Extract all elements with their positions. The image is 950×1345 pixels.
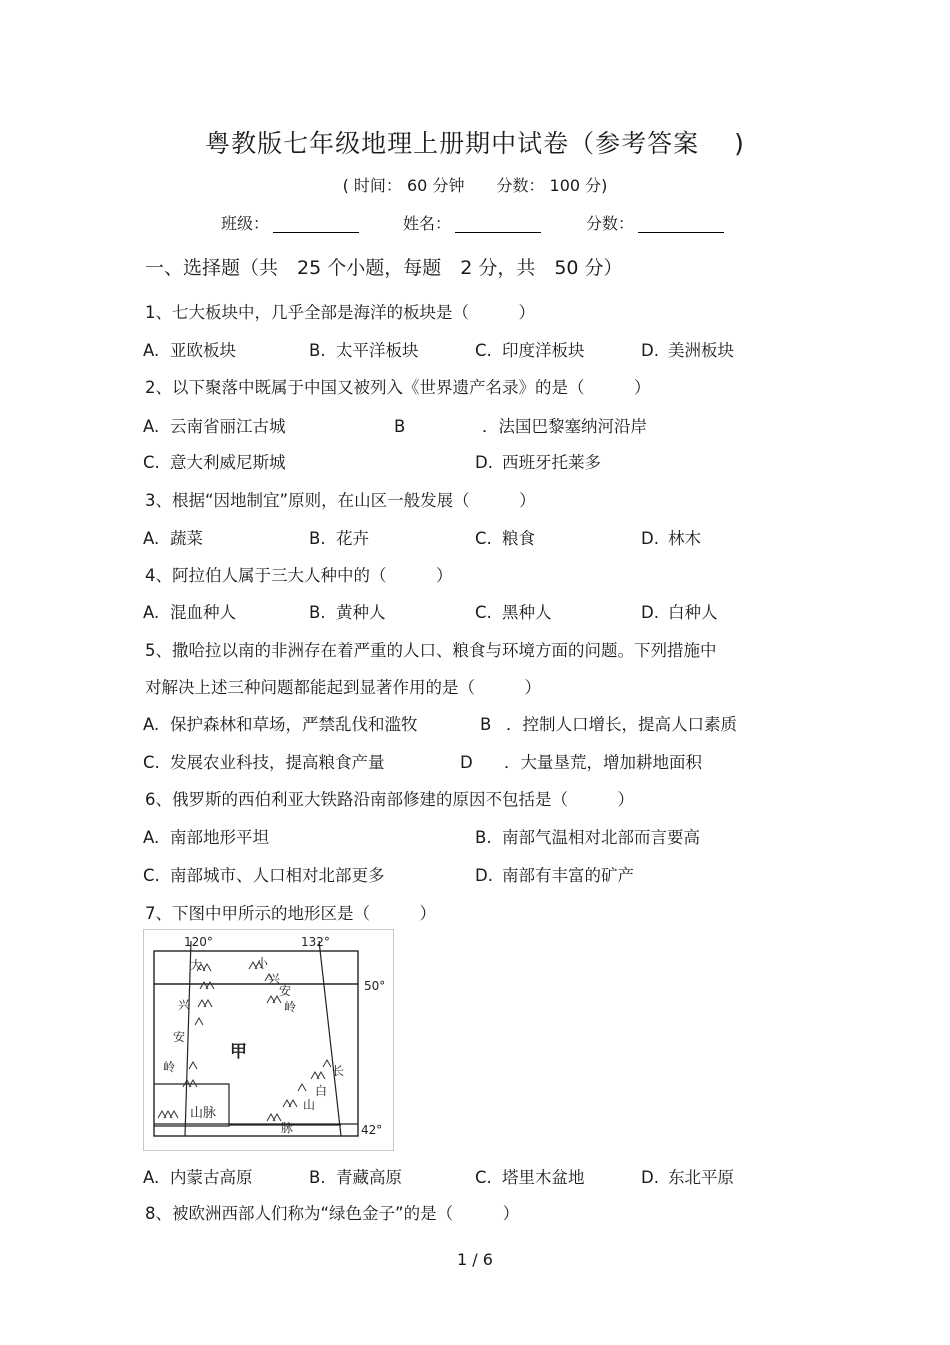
page-number: 1 / 6 xyxy=(457,1250,493,1269)
section-heading: 一、选择题（共 25 个小题，每题 2 分，共 50 分） xyxy=(145,257,623,279)
question-3-stem: 3、根据“因地制宜”原则，在山区一般发展（ ） xyxy=(145,491,536,510)
score-label: 分数： xyxy=(586,214,635,233)
question-8-stem: 8、被欧洲西部人们称为“绿色金子”的是（ ） xyxy=(145,1204,520,1223)
q6-option-b: B. 南部气温相对北部而言要高 xyxy=(475,828,700,847)
map-char: 山 xyxy=(303,1098,316,1112)
map-char: 岭 xyxy=(163,1060,176,1074)
q4-option-b: B. 黄种人 xyxy=(309,603,386,622)
q6-option-a: A. 南部地形平坦 xyxy=(143,828,269,847)
question-5-stem-line-2: 对解决上述三种问题都能起到显著作用的是（ ） xyxy=(145,678,541,697)
exam-title: 粤教版七年级地理上册期中试卷（参考答案 ) xyxy=(205,129,745,158)
q4-option-d: D. 白种人 xyxy=(641,603,718,622)
q1-option-c: C. 印度洋板块 xyxy=(475,341,585,360)
map-char: 脉 xyxy=(281,1121,294,1135)
q5-option-b: B ．控制人口增长，提高人口素质 xyxy=(480,715,737,734)
q7-option-d: D. 东北平原 xyxy=(641,1168,734,1187)
q5-option-a: A. 保护森林和草场，严禁乱伐和滥牧 xyxy=(143,715,418,734)
map-char: 安 xyxy=(279,984,292,998)
q3-option-c: C. 粮食 xyxy=(475,529,535,548)
name-label: 姓名： xyxy=(403,214,452,233)
q1-option-a: A. 亚欧板块 xyxy=(143,341,236,360)
map-char: 兴 xyxy=(268,972,281,986)
map-char: 小 xyxy=(256,956,269,970)
lat-42-label: 42° xyxy=(361,1123,383,1137)
q4-option-c: C. 黑种人 xyxy=(475,603,552,622)
name-field xyxy=(403,211,541,234)
q3-option-d: D. 林木 xyxy=(641,529,701,548)
lon-132-label: 132° xyxy=(301,935,330,949)
question-6-stem: 6、俄罗斯的西伯利亚大铁路沿南部修建的原因不包括是（ ） xyxy=(145,790,634,809)
q1-option-b: B. 太平洋板块 xyxy=(309,341,419,360)
q5-option-c: C. 发展农业科技，提高粮食产量 xyxy=(143,753,385,772)
q3-option-a: A. 蔬菜 xyxy=(143,529,203,548)
lat-50-label: 50° xyxy=(364,979,386,993)
q5-option-d: D ．大量垦荒，增加耕地面积 xyxy=(460,753,702,772)
q2-option-a: A. 云南省丽江古城 xyxy=(143,417,286,436)
region-jia-label: 甲 xyxy=(230,1042,247,1062)
q7-option-c: C. 塔里木盆地 xyxy=(475,1168,585,1187)
score-blank[interactable] xyxy=(638,216,724,233)
q6-option-c: C. 南部城市、人口相对北部更多 xyxy=(143,866,385,885)
class-field xyxy=(221,211,359,234)
lon-120-label: 120° xyxy=(184,935,213,949)
map-char: 长 xyxy=(332,1064,345,1078)
question-1-stem: 1、七大板块中，几乎全部是海洋的板块是（ ） xyxy=(145,303,535,322)
question-4-stem: 4、阿拉伯人属于三大人种中的（ ） xyxy=(145,566,453,585)
q3-option-b: B. 花卉 xyxy=(309,529,369,548)
inset-mountain-label: 山脉 xyxy=(190,1106,217,1121)
map-char: 白 xyxy=(315,1084,328,1098)
q4-option-a: A. 混血种人 xyxy=(143,603,236,622)
score-field xyxy=(586,211,724,234)
class-blank[interactable] xyxy=(273,216,359,233)
map-char: 安 xyxy=(173,1030,186,1044)
q2-option-d: D. 西班牙托莱多 xyxy=(475,453,601,472)
map-figure xyxy=(143,929,394,1151)
q2-option-b: B ．法国巴黎塞纳河沿岸 xyxy=(394,417,647,436)
q6-option-d: D. 南部有丰富的矿产 xyxy=(475,866,634,885)
exam-subtitle: ( 时间： 60 分钟 分数： 100 分) xyxy=(342,176,608,195)
class-label: 班级： xyxy=(221,214,270,233)
q2-option-c: C. 意大利威尼斯城 xyxy=(143,453,286,472)
q1-option-d: D. 美洲板块 xyxy=(641,341,734,360)
map-char: 兴 xyxy=(178,998,191,1012)
map-svg xyxy=(143,929,394,1151)
map-char: 大 xyxy=(190,958,203,972)
question-2-stem: 2、以下聚落中既属于中国又被列入《世界遗产名录》的是（ ） xyxy=(145,378,651,397)
q7-option-b: B. 青藏高原 xyxy=(309,1168,402,1187)
name-blank[interactable] xyxy=(455,216,541,233)
q7-option-a: A. 内蒙古高原 xyxy=(143,1168,253,1187)
question-7-stem: 7、下图中甲所示的地形区是（ ） xyxy=(145,904,436,923)
map-char: 岭 xyxy=(284,1000,297,1014)
question-5-stem-line-1: 5、撒哈拉以南的非洲存在着严重的人口、粮食与环境方面的问题。下列措施中 xyxy=(145,641,717,660)
